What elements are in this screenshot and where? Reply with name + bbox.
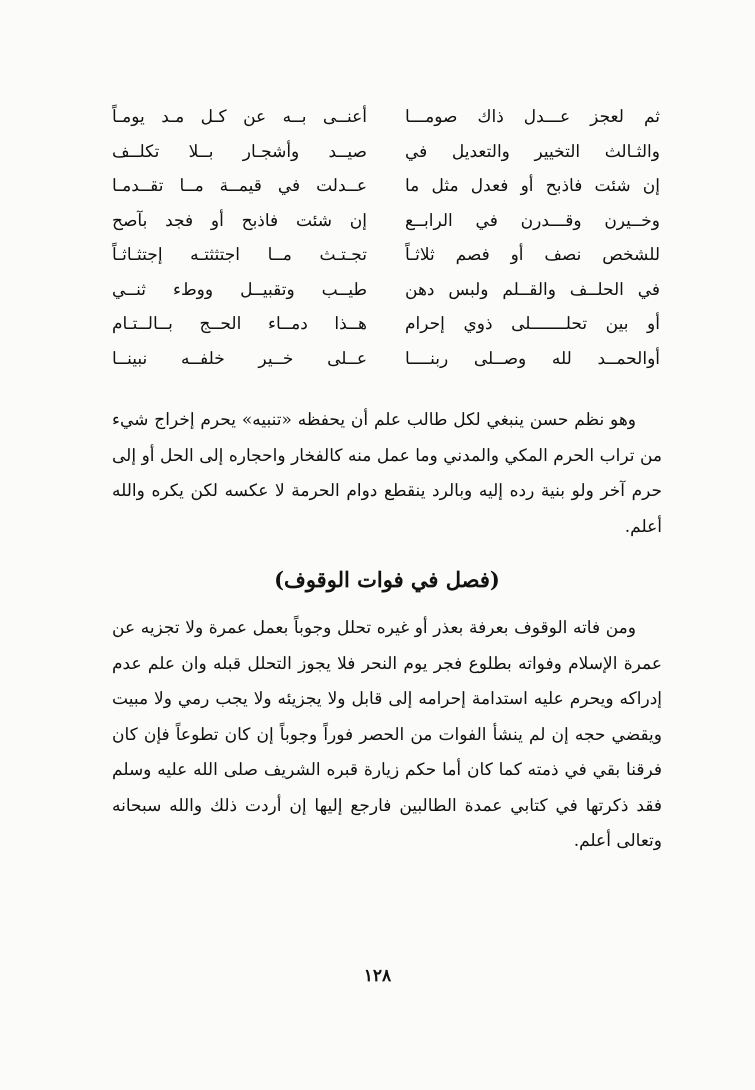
verse-first-hemistich: وخــيرن وقـــدرن في الرابــع — [405, 210, 660, 231]
poem-verse — [112, 273, 660, 308]
poem-verse — [112, 204, 660, 239]
verse-first-hemistich: أوالحمــد لله وصــلى ربنــــا — [405, 348, 660, 369]
page-number: ١٢٨ — [363, 966, 392, 986]
verse-first-hemistich: أو بين تحلـــــــلى ذوي إحرام — [405, 314, 660, 334]
poem-verse — [112, 135, 660, 170]
verse-second-hemistich: طيــب وتقبيــل ووطء ثنــي — [112, 279, 367, 300]
poem-verse — [112, 342, 660, 377]
verse-second-hemistich: أعنــى بــه عن كـل مـد يومـاً — [112, 107, 367, 127]
verse-first-hemistich: إن شئت فاذبح أو فعدل مثل ما — [405, 176, 660, 196]
verse-second-hemistich: عــلى خــير خلفــه نبينــا — [112, 348, 367, 369]
verse-first-hemistich: والثـالث التخيير والتعديل في — [405, 141, 660, 162]
poem — [112, 100, 660, 376]
verse-second-hemistich: صيــد وأشجـار بــلا تكلــف — [112, 141, 367, 162]
verse-second-hemistich: إن شئت فاذبح أو فجد بآصح — [112, 210, 367, 231]
section-body-block — [112, 611, 662, 860]
poem-verse — [112, 169, 660, 204]
tanbih-paragraph-block — [112, 403, 662, 545]
verse-first-hemistich: للشخص نصف أو فصم ثلاثـاً — [405, 245, 660, 265]
tanbih-paragraph: وهو نظم حسن ينبغي لكل طالب علم أن يحفظه «تنبيه» يحرم إخراج شيء من تراب الحرم المكي والمدني وما عمل منه كالفخار واحجاره إلى الحل أو إلى حرم آخر ولو بنية رده إليه وبالرد ينقطع دوام الحرمة لا عكسه لكن يكره والله أعلم. — [112, 410, 662, 537]
verse-second-hemistich: هــذا دمــاء الحــج بــالــتـام — [112, 314, 367, 334]
section-heading: (فصل في فوات الوقوف) — [274, 567, 500, 592]
verse-second-hemistich: تجـتـث مــا اجتثثتـه إجتثـاثـاً — [112, 245, 367, 265]
verse-first-hemistich: في الحلــف والقــلم ولبس دهن — [405, 279, 660, 300]
verse-first-hemistich: ثم لعجز عـــدل ذاك صومـــا — [405, 107, 660, 127]
poem-verse — [112, 238, 660, 273]
verse-second-hemistich: عــدلت في قيمــة مــا تقــدمـا — [112, 176, 367, 196]
poem-verse — [112, 307, 660, 342]
section-body-paragraph: ومن فاته الوقوف بعرفة بعذر أو غيره تحلل وجوباً بعمل عمرة ولا تجزيه عن عمرة الإسلام وفواته بطلوع فجر يوم النحر فلا يجوز التحلل قبله وان علم عدم إدراكه ويحرم عليه استدامة إحرامه إلى قابل ولا يجزيئه ولا يجب رمي ولا مبيت ويقضي حجه إن لم ينشأ الفوات من الحصر فوراً وجوباً إن كان تطوعاً فإن كان فرقنا بقي في ذمته كما كان أما حكم زيارة قبره الشريف صلى الله عليه وسلم فقد ذكرتها في كتابي عمدة الطالبين فارجع إليها إن أردت ذلك والله سبحانه وتعالى أعلم. — [112, 618, 662, 851]
poem-verse — [112, 100, 660, 135]
